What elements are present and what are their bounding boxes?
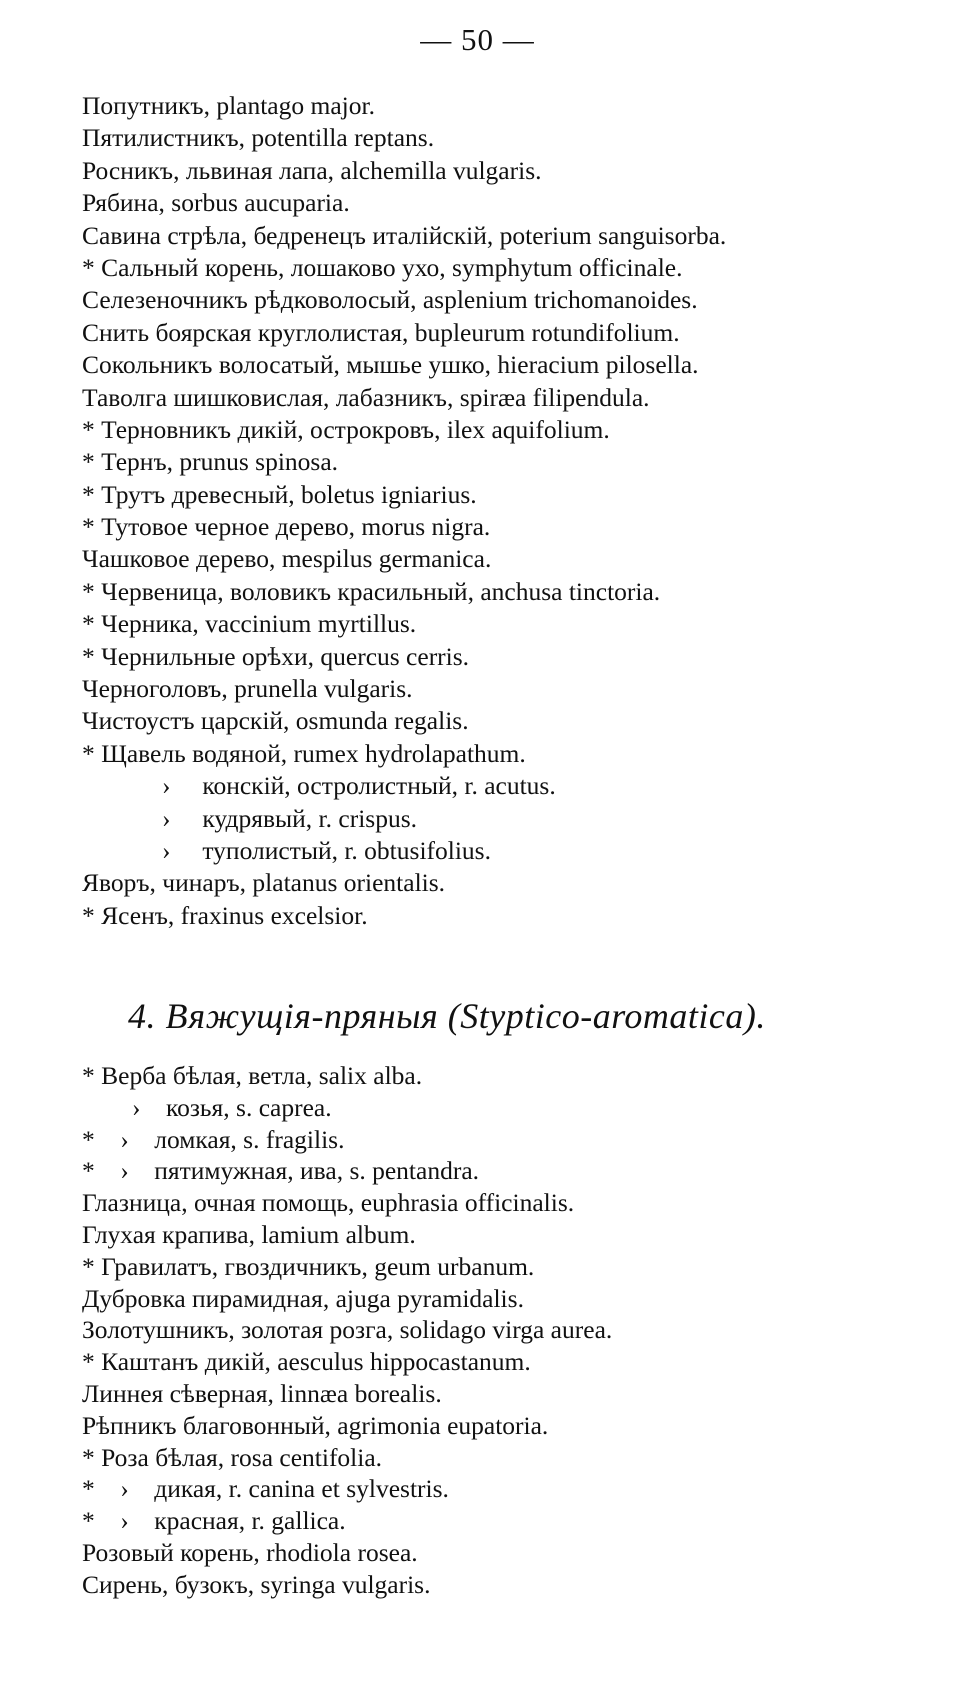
list-item: * Тутовое черное дерево, morus nigra.	[82, 512, 491, 542]
list-item: › конскій, остролистный, r. acutus.	[162, 771, 556, 801]
list-item: * Терновникъ дикій, острокровъ, ilex aquifolium.	[82, 414, 610, 444]
list-item: Глазница, очная помощь, euphrasia officinalis.	[82, 1188, 575, 1218]
list-item: * Ясенъ, fraxinus excelsior.	[82, 900, 368, 930]
list-item: Попутникъ, plantago major.	[82, 91, 375, 120]
list-item: * Каштанъ дикій, aesculus hippocastanum.	[82, 1347, 531, 1377]
list-item: * Щавель водяной, rumex hydrolapathum.	[82, 738, 526, 768]
list-item: * Червеница, воловикъ красильный, anchusa tinctoria.	[82, 576, 661, 606]
page-number: — 50 —	[420, 22, 535, 57]
list-item: Линнея сѣверная, linnæa borealis.	[82, 1378, 442, 1408]
list-item: › козья, s. caprea.	[132, 1092, 332, 1122]
list-item: Черноголовъ, prunella vulgaris.	[82, 674, 413, 704]
list-item: * Тернъ, prunus spinosa.	[82, 447, 339, 477]
list-item: Дубровка пирамидная, ajuga pyramidalis.	[82, 1283, 524, 1313]
list-item: * › ломкая, s. fragilis.	[82, 1124, 345, 1154]
list-item: Сирень, бузокъ, syringa vulgaris.	[82, 1569, 431, 1599]
list-item: Рябина, sorbus aucuparia.	[82, 188, 350, 218]
list-item: * › дикая, r. canina et sylvestris.	[82, 1474, 449, 1504]
list-item: Сокольникъ волосатый, мышье ушко, hieracium pilosella.	[82, 350, 699, 380]
list-item: * Сальный корень, лошаково ухо, symphytum officinale.	[82, 252, 683, 282]
list-item: Чашковое дерево, mespilus germanica.	[82, 544, 492, 574]
list-item: Глухая крапива, lamium album.	[82, 1219, 416, 1249]
plant-list-upper	[82, 90, 942, 932]
list-item: › туполистый, r. obtusifolius.	[162, 835, 491, 865]
list-item: Таволга шишковислая, лабазникъ, spiræa filipendula.	[82, 382, 650, 412]
list-item: Золотушникъ, золотая розга, solidago virga aurea.	[82, 1315, 613, 1345]
list-item: Селезеночникъ рѣдковолосый, asplenium trichomanoides.	[82, 285, 698, 315]
list-item: Чистоустъ царскій, osmunda regalis.	[82, 706, 469, 736]
list-item: Савина стрѣла, бедренецъ италійскій, poterium sanguisorba.	[82, 220, 727, 250]
list-item: * Чернильные орѣхи, quercus cerris.	[82, 641, 470, 671]
list-item: Яворъ, чинаръ, platanus orientalis.	[82, 868, 446, 898]
list-item: Снить боярская круглолистая, bupleurum rotundifolium.	[82, 317, 680, 347]
list-item: * Роза бѣлая, rosa centifolia.	[82, 1442, 383, 1472]
list-item: Росникъ, львиная лапа, alchemilla vulgaris.	[82, 155, 542, 185]
list-item: * › пятимужная, ива, s. pentandra.	[82, 1156, 480, 1186]
list-item: * Верба бѣлая, ветла, salix alba.	[82, 1061, 423, 1090]
list-item: * Черника, vaccinium myrtillus.	[82, 609, 417, 639]
plant-list-lower	[82, 1060, 942, 1601]
list-item: Розовый корень, rhodiola rosea.	[82, 1537, 418, 1567]
list-item: * › красная, r. gallica.	[82, 1506, 346, 1536]
list-item: * Гравилатъ, гвоздичникъ, geum urbanum.	[82, 1251, 535, 1281]
list-item: Рѣпникъ благовонный, agrimonia eupatoria.	[82, 1410, 549, 1440]
list-item: › кудрявый, r. crispus.	[162, 803, 418, 833]
list-item: * Трутъ древесный, boletus igniarius.	[82, 479, 477, 509]
section-heading: 4. Вяжущія-пряныя (Styptico-aromatica).	[128, 996, 766, 1036]
list-item: Пятилистникъ, potentilla reptans.	[82, 123, 435, 153]
